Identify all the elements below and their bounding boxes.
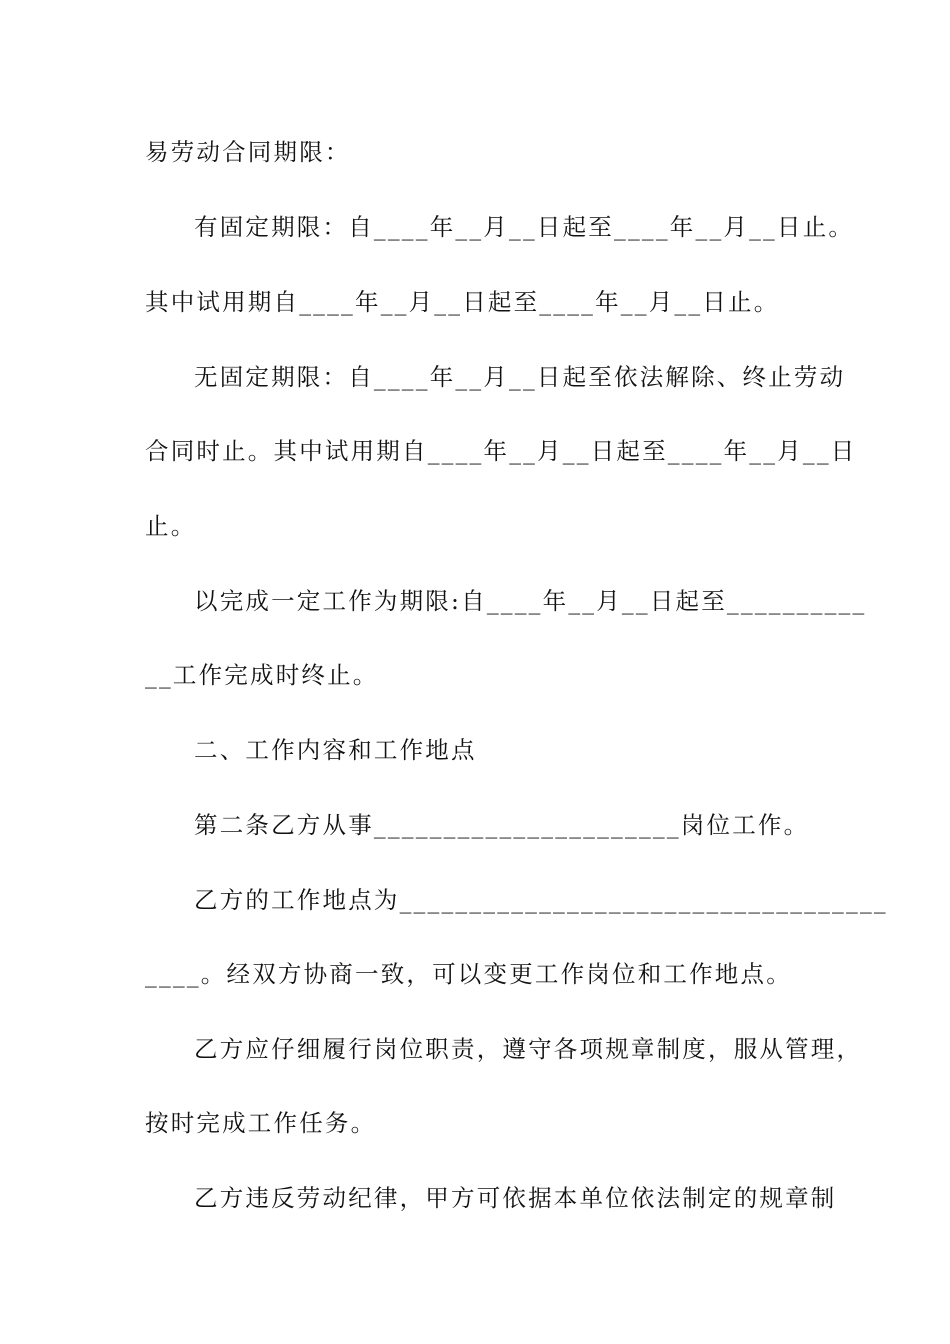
text-line: __工作完成时终止。 [145,661,379,689]
text-line: 易劳动合同期限： [145,138,351,166]
text-line: 第二条乙方从事______________________岗位工作。 [194,811,810,839]
text-line: 其中试用期自____年__月__日起至____年__月__日止。 [145,288,780,316]
text-line: 乙方违反劳动纪律，甲方可依据本单位依法制定的规章制 [194,1184,837,1212]
text-line: ____。经双方协商一致，可以变更工作岗位和工作地点。 [145,960,792,988]
text-line: 乙方应仔细履行岗位职责，遵守各项规章制度，服从管理， [194,1035,863,1063]
text-line: 按时完成工作任务。 [145,1109,377,1137]
text-line: 无固定期限：自____年__月__日起至依法解除、终止劳动 [194,363,846,391]
text-line: 止。 [145,512,197,540]
text-line: 以完成一定工作为期限:自____年__月__日起至__________ [194,587,867,615]
text-line: 有固定期限：自____年__月__日起至____年__月__日止。 [194,213,855,241]
section-heading: 二、工作内容和工作地点 [194,736,477,764]
text-line: 乙方的工作地点为___________________________________ [194,886,888,914]
text-line: 合同时止。其中试用期自____年__月__日起至____年__月__日 [145,437,857,465]
